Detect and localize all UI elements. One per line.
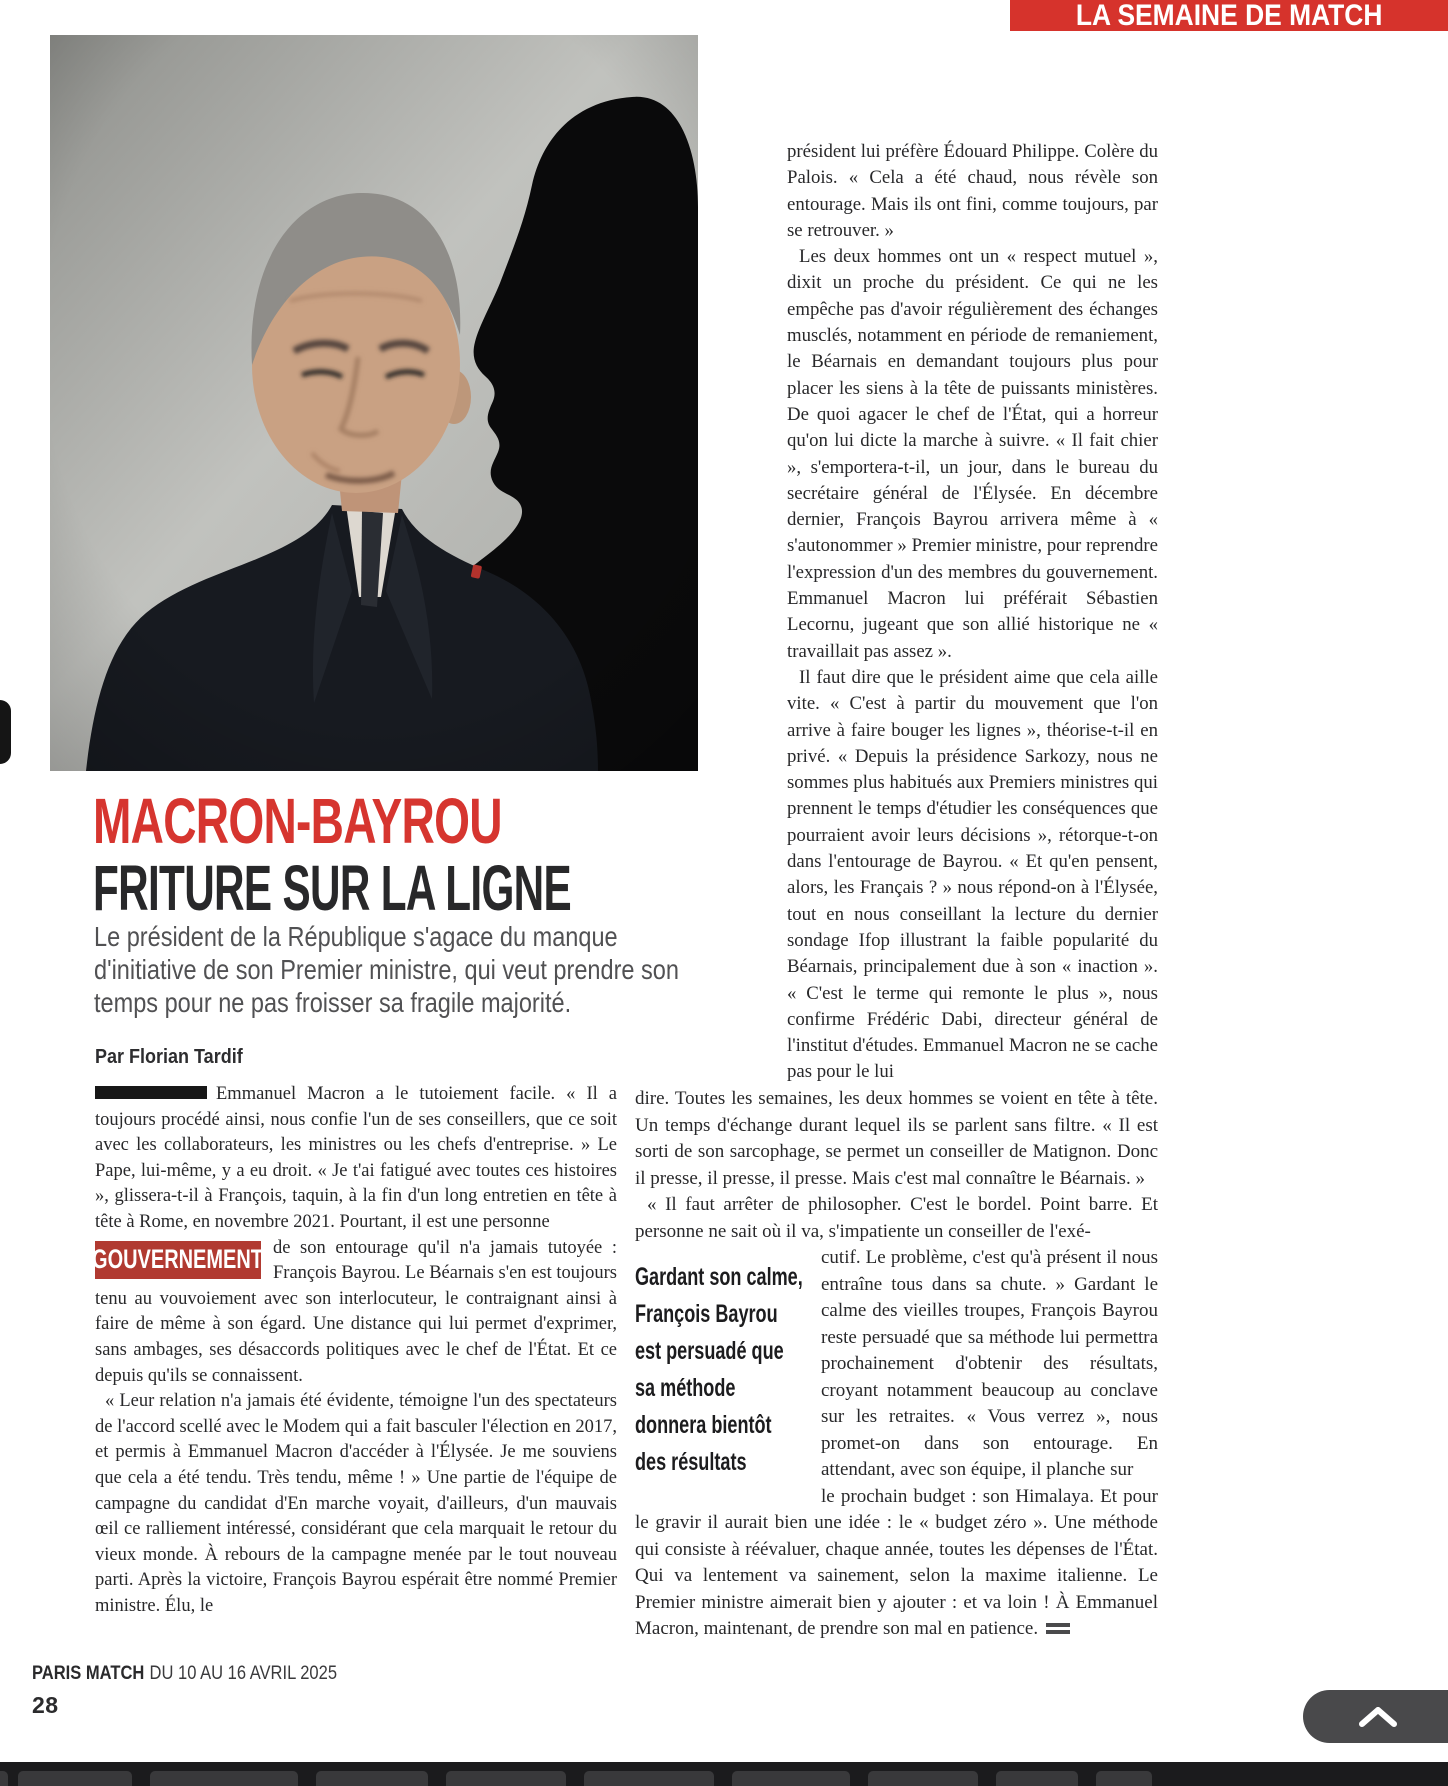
taskbar-item[interactable]	[18, 1771, 132, 1786]
quote-row	[635, 1245, 1158, 1484]
standfirst: Le président de la République s'agace du manque d'initiative de son Premier ministre, qui veut prendre son temps pour ne pas froisser sa fragile majorité.	[94, 921, 679, 1018]
body-paragraph	[92, 1236, 617, 1390]
chevron-up-icon	[1359, 1707, 1397, 1727]
headline-line1: MACRON-BAYROU	[93, 785, 502, 857]
article-end-mark	[1046, 1623, 1070, 1634]
body-paragraph: « Leur relation n'a jamais été évidente, témoigne l'un des spectateurs de l'accord scellé avec le Modem qui a fait basculer l'élection en 2017, et permis à Emmanuel Macron d'accéder à l'Élysée. Je me souviens que cela a été tendu. Très tendu, même ! » Une partie de l'équipe de campagne du candidat d'En marche voyait, d'ailleurs, d'un mauvais œil ce ralliement intéressé, considérant que cela marquait le retour du vieux monde. À rebours de la campagne menée par le tout nouveau parti. Après la victoire, François Bayrou espérait être nommé Premier ministre. Élu, le	[95, 1391, 617, 1616]
article-photo	[50, 35, 698, 771]
pull-quote	[635, 1259, 805, 1481]
taskbar-item[interactable]	[0, 1771, 8, 1786]
footer-issue: DU 10 AU 16 AVRIL 2025	[149, 1663, 338, 1684]
bottom-column	[635, 1086, 1158, 1643]
taskbar-item[interactable]	[996, 1771, 1078, 1786]
body-text: Emmanuel Macron a le tutoiement facile. « Il a toujours procédé ainsi, nous confie l'un de ses conseillers, que ce soit avec les collaborateurs, les ministres ou les chefs d'entreprise. » Le Pape, lui-même, y a eu droit. « Je t'ai fatigué avec toutes ces histoires », glissera-t-il à François, taquin, à la fin d'un long entretien en tête à tête à Rome, en novembre 2021. Pourtant, il est une personne	[95, 1084, 617, 1232]
taskbar-item[interactable]	[584, 1771, 714, 1786]
bayrou-portrait-illustration	[50, 35, 698, 771]
taskbar-item[interactable]	[732, 1771, 850, 1786]
taskbar-item[interactable]	[446, 1771, 566, 1786]
body-paragraph: cutif. Le problème, c'est qu'à présent il nous entraîne tous dans sa chute. » Gardant le calme des vieilles troupes, François Bayrou reste persuadé que sa méthode lui permettra prochainement d'obtenir des résultats, croyant notamment beaucoup au conclave sur les retraites. « Vous verrez », nous promet-on dans son entourage. En attendant, avec son équipe, il planche sur	[821, 1247, 1158, 1480]
body-paragraph: Il faut dire que le président aime que cela aille vite. « C'est à partir du mouvement que l'on arrive à faire bouger les lignes », théorise-t-il en privé. « Depuis la présidence Sarkozy, nous ne sommes plus habitués aux Premiers ministres qui prennent le temps d'étudier les conséquences que pourraient avoir leurs décisions », rétorque-t-on dans l'entourage de Bayrou. « Et qu'en pensent, alors, les Français ? » nous répond-on à l'Élysée, tout en nous conseillant la lecture du dernier sondage Ifop illustrant la faible popularité du Béarnais, principalement due à son « inaction ». « C'est le terme qui remonte le plus », nous confirme Frédéric Dabi, directeur général de l'institut d'études. Emmanuel Macron ne se cache pas pour le lui	[787, 666, 1158, 1083]
taskbar-item[interactable]	[150, 1771, 298, 1786]
right-column	[787, 139, 1158, 1086]
section-banner	[1010, 0, 1448, 31]
taskbar-item[interactable]	[1096, 1771, 1152, 1786]
body-paragraph	[635, 1484, 1158, 1643]
left-column	[92, 1082, 617, 1619]
kicker-label: GOUVERNEMENT	[92, 1244, 264, 1275]
side-page-handle[interactable]	[0, 700, 11, 764]
taskbar-item[interactable]	[868, 1771, 978, 1786]
page-number: 28	[32, 1692, 59, 1718]
body-text: de son entourage qu'il n'a jamais tutoyée : François Bayrou. Le Béarnais s'en est toujours tenu au vouvoiement avec son interlocuteur, le contraignant ainsi à faire de même à son égard. Une distance qui lui permet d'exprimer, sans ambages, ses désaccords politiques avec le chef de l'État. Et ce depuis qu'ils se connaissent.	[95, 1237, 617, 1386]
footer	[32, 1663, 337, 1685]
pull-quote-text: Gardant son calme, François Bayrou est persuadé que sa méthode donnera bientôt des résultats	[635, 1263, 803, 1476]
body-paragraph: dire. Toutes les semaines, les deux hommes se voient en tête à tête. Un temps d'échange durant lequel ils se parlent sans filtre. « Il est sorti de son sarcophage, se permet un conseiller de Matignon. Donc il presse, il presse, il presse. Mais c'est mal connaître le Béarnais. »	[635, 1088, 1158, 1189]
body-paragraph: « Il faut arrêter de philosopher. C'est le bordel. Point barre. Et personne ne sait où il va, s'impatiente un conseiller de l'exé-	[635, 1194, 1158, 1242]
byline: Par Florian Tardif	[95, 1046, 243, 1068]
scroll-to-top-button[interactable]	[1303, 1690, 1448, 1743]
taskbar-item[interactable]	[316, 1771, 428, 1786]
section-banner-label: LA SEMAINE DE MATCH	[1075, 0, 1383, 32]
headline-line2: FRITURE SUR LA LIGNE	[93, 852, 572, 924]
bottom-taskbar	[0, 1762, 1448, 1786]
body-paragraph: Les deux hommes ont un « respect mutuel », dixit un proche du président. Ce qui ne les empêche pas d'avoir régulièrement des échanges musclés, notamment en période de remaniement, le Béarnais en demandant toujours plus pour placer les siens à la tête de puissants ministères. De quoi agacer le chef de l'État, qui a horreur qu'on lui dicte la marche à suivre. « Il fait chier », s'emportera-t-il, un jour, dans le bureau du secrétaire général de l'Élysée. En décembre dernier, François Bayrou arrivera même à « s'autonommer » Premier ministre, pour reprendre l'expression d'un des membres du gouvernement. Emmanuel Macron lui préférait Sébastien Lecornu, jugeant que son allié historique ne « travaillait pas assez ».	[787, 246, 1158, 662]
body-paragraph	[95, 1082, 617, 1236]
kicker-badge	[92, 1241, 264, 1279]
body-text: le prochain budget : son Himalaya. Et pour le gravir il aurait bien une idée : le « budget zéro ». Une méthode qui consiste à réévaluer, chaque année, toutes les dépenses de l'État. Qui va lentement va sainement, selon la maxime italienne. Le Premier ministre aimerait bien y ajouter : et va loin ! À Emmanuel Macron, maintenant, de prendre son mal en patience.	[635, 1485, 1158, 1639]
footer-brand: PARIS MATCH	[32, 1663, 145, 1684]
paragraph-lead-bar	[95, 1086, 207, 1099]
body-paragraph: président lui préfère Édouard Philippe. Colère du Palois. « Cela a été chaud, nous révèle son entourage. Mais ils ont fini, comme toujours, par se retrouver. »	[787, 141, 1158, 241]
